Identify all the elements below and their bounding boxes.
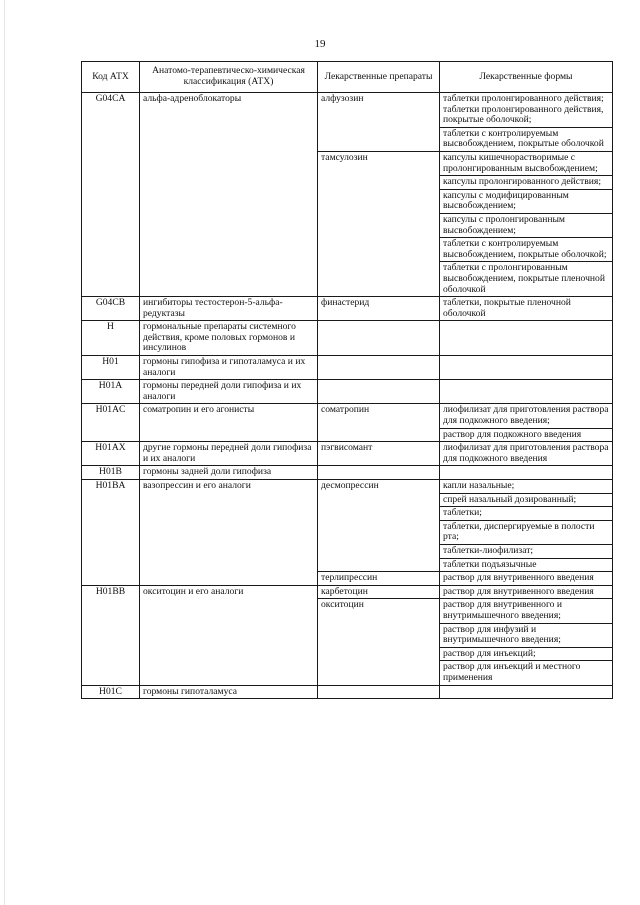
dosage-form: раствор для инфузий и внутримышечного введения;: [440, 623, 613, 647]
drug-name: окситоцин: [318, 599, 440, 685]
atx-code: H: [82, 321, 140, 356]
table-row: [82, 321, 613, 356]
table-row: [82, 585, 613, 599]
dosage-form: раствор для подкожного введения: [440, 428, 613, 442]
drug-name: [318, 380, 440, 404]
drug-name: пэгвисомант: [318, 442, 440, 466]
table-row: [82, 380, 613, 404]
dosage-form: раствор для внутривенного введения: [440, 585, 613, 599]
atx-code: H01: [82, 356, 140, 380]
dosage-form: [440, 380, 613, 404]
atx-table: [81, 61, 613, 699]
atx-classification: другие гормоны передней доли гипофиза и их аналоги: [140, 442, 318, 466]
atx-code: H01AC: [82, 404, 140, 442]
dosage-form: капсулы с модифицированным высвобождением;: [440, 189, 613, 213]
table-row: [82, 297, 613, 321]
atx-code: H01AX: [82, 442, 140, 466]
dosage-form: [440, 685, 613, 699]
drug-name: [318, 685, 440, 699]
atx-classification: окситоцин и его аналоги: [140, 585, 318, 685]
atx-code: G04CA: [82, 93, 140, 297]
atx-classification: гормоны гипоталамуса: [140, 685, 318, 699]
atx-classification: ингибиторы тестостерон-5-альфа-редуктазы: [140, 297, 318, 321]
dosage-form: таблетки с контролируемым высвобождением, покрытые оболочкой: [440, 127, 613, 151]
dosage-form: таблетки пролонгированного действия; таблетки пролонгированного действия, покрытые оболочкой;: [440, 93, 613, 128]
dosage-form: [440, 356, 613, 380]
atx-code: H01C: [82, 685, 140, 699]
header-code: Код АТХ: [82, 62, 140, 93]
drug-name: десмопрессин: [318, 480, 440, 572]
dosage-form: таблетки, диспергируемые в полости рта;: [440, 520, 613, 544]
dosage-form: капсулы с пролонгированным высвобождением;: [440, 213, 613, 237]
dosage-form: раствор для внутривенного введения: [440, 572, 613, 586]
atx-classification: соматропин и его агонисты: [140, 404, 318, 442]
atx-classification: гормоны гипофиза и гипоталамуса и их аналоги: [140, 356, 318, 380]
table-row: [82, 480, 613, 494]
table-row: [82, 466, 613, 480]
table-row: [82, 356, 613, 380]
atx-classification: вазопрессин и его аналоги: [140, 480, 318, 586]
atx-code: H01A: [82, 380, 140, 404]
drug-name: [318, 466, 440, 480]
table-row: [82, 442, 613, 466]
drug-name: терлипрессин: [318, 572, 440, 586]
table-header-row: [82, 62, 613, 93]
atx-classification: альфа-адреноблокаторы: [140, 93, 318, 297]
scan-edge-line: [4, 0, 5, 905]
drug-name: тамсулозин: [318, 151, 440, 296]
dosage-form: [440, 466, 613, 480]
table-row: [82, 404, 613, 428]
dosage-form: раствор для внутривенного и внутримышечного введения;: [440, 599, 613, 623]
drug-name: финастерид: [318, 297, 440, 321]
dosage-form: таблетки с контролируемым высвобождением, покрытые оболочкой;: [440, 238, 613, 262]
atx-classification: гормоны передней доли гипофиза и их аналоги: [140, 380, 318, 404]
header-drugs: Лекарственные препараты: [318, 62, 440, 93]
header-forms: Лекарственные формы: [440, 62, 613, 93]
dosage-form: лиофилизат для приготовления раствора для подкожного введения: [440, 442, 613, 466]
dosage-form: спрей назальный дозированный;: [440, 493, 613, 507]
drug-name: карбетоцин: [318, 585, 440, 599]
atx-code: G04CB: [82, 297, 140, 321]
atx-code: H01BA: [82, 480, 140, 586]
atx-code: H01B: [82, 466, 140, 480]
atx-classification: гормоны задней доли гипофиза: [140, 466, 318, 480]
dosage-form: раствор для инъекций;: [440, 647, 613, 661]
atx-classification: гормональные препараты системного действия, кроме половых гормонов и инсулинов: [140, 321, 318, 356]
drug-name: соматропин: [318, 404, 440, 442]
dosage-form: таблетки подъязычные: [440, 558, 613, 572]
dosage-form: лиофилизат для приготовления раствора для подкожного введения;: [440, 404, 613, 428]
dosage-form: раствор для инъекций и местного применения: [440, 661, 613, 685]
dosage-form: капсулы пролонгированного действия;: [440, 176, 613, 190]
dosage-form: капсулы кишечнорастворимые с пролонгированным высвобождением;: [440, 151, 613, 175]
atx-code: H01BB: [82, 585, 140, 685]
table-row: [82, 93, 613, 128]
dosage-form: капли назальные;: [440, 480, 613, 494]
drug-name: алфузозин: [318, 93, 440, 152]
drug-name: [318, 356, 440, 380]
dosage-form: таблетки-лиофилизат;: [440, 544, 613, 558]
table-row: [82, 685, 613, 699]
drug-name: [318, 321, 440, 356]
dosage-form: таблетки;: [440, 507, 613, 521]
header-classification: Анатомо-терапевтическо-химическая классификация (АТХ): [140, 62, 318, 93]
dosage-form: таблетки, покрытые пленочной оболочкой: [440, 297, 613, 321]
dosage-form: [440, 321, 613, 356]
dosage-form: таблетки с пролонгированным высвобождением, покрытые пленочной оболочкой: [440, 262, 613, 297]
page-number: 19: [314, 38, 326, 50]
